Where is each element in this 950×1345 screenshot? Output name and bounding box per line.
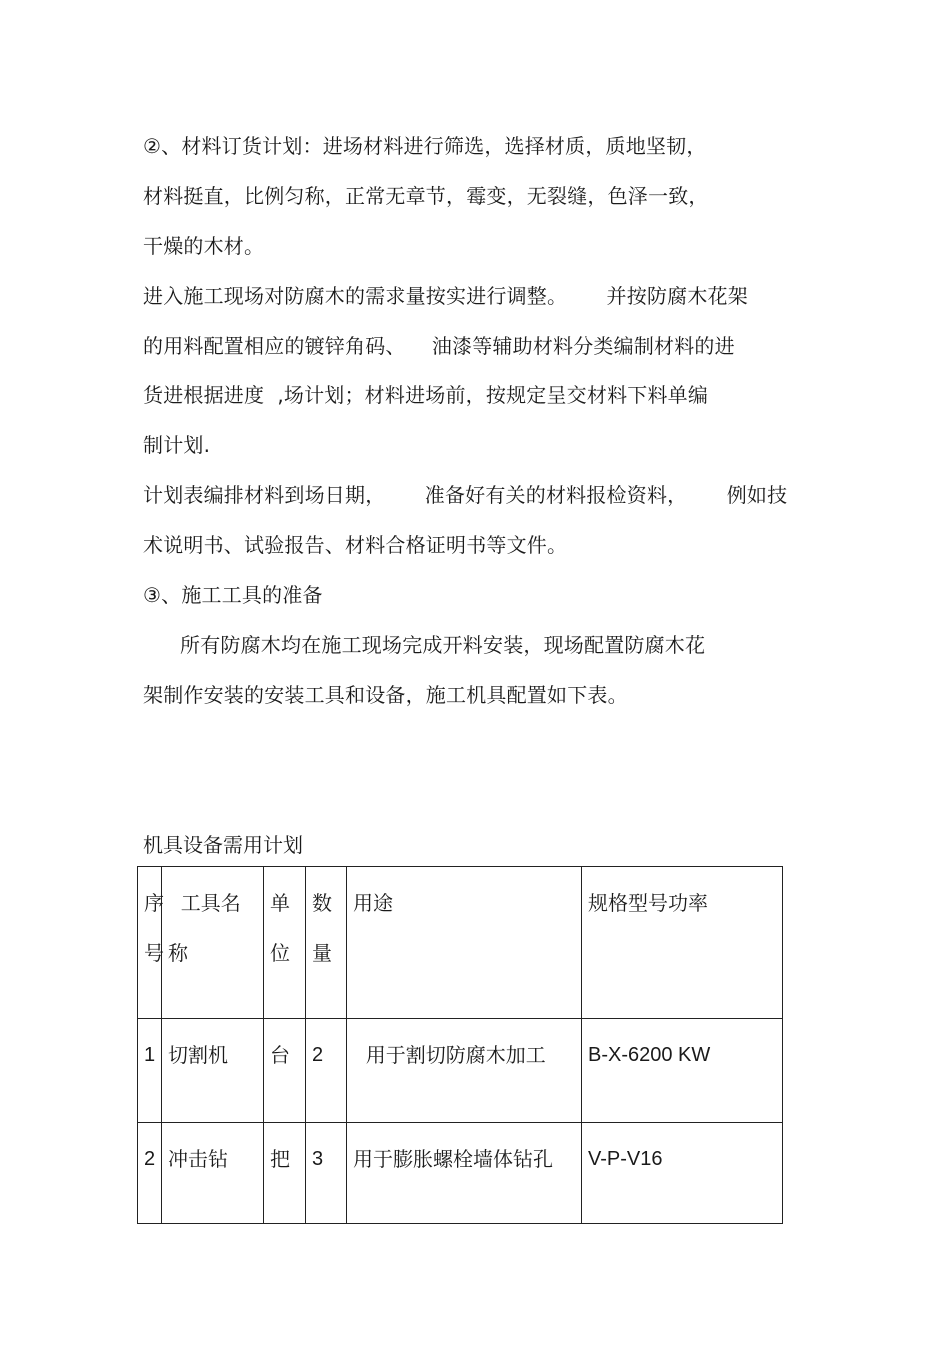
header-no: 序号 xyxy=(138,867,162,1019)
section-heading-tools: ③、施工工具的准备 xyxy=(143,583,323,607)
header-use: 用途 xyxy=(347,867,582,1019)
paragraph-line-11: 所有防腐木均在施工现场完成开料安装，现场配置防腐木花 xyxy=(180,633,706,657)
row-spec: V-P-V16 xyxy=(582,1123,783,1224)
row-qty: 3 xyxy=(306,1123,347,1224)
table-row xyxy=(138,1123,783,1224)
paragraph-line-7: 制计划. xyxy=(143,433,211,457)
table-header-row xyxy=(138,867,783,1019)
paragraph-line-1: ②、材料订货计划：进场材料进行筛选，选择材质，质地坚韧， xyxy=(143,134,707,158)
row-no: 2 xyxy=(138,1123,162,1224)
paragraph-line-5: 的用料配置相应的镀锌角码、 油漆等辅助材料分类编制材料的进 xyxy=(143,334,735,358)
row-unit: 台 xyxy=(264,1019,306,1123)
row-spec: B-X-6200 KW xyxy=(582,1019,783,1123)
row-qty: 2 xyxy=(306,1019,347,1123)
row-unit: 把 xyxy=(264,1123,306,1224)
row-name: 切割机 xyxy=(162,1019,264,1123)
paragraph-line-9: 术说明书、试验报告、材料合格证明书等文件。 xyxy=(143,533,568,557)
row-use: 用于割切防腐木加工 xyxy=(347,1019,582,1123)
header-spec: 规格型号功率 xyxy=(582,867,783,1019)
row-use: 用于膨胀螺栓墙体钻孔 xyxy=(347,1123,582,1224)
paragraph-line-12: 架制作安装的安装工具和设备，施工机具配置如下表。 xyxy=(143,683,628,707)
paragraph-line-8: 计划表编排材料到场日期， 准备好有关的材料报检资料， 例如技 xyxy=(143,483,788,507)
paragraph-line-6: 货进根据进度 ,场计划；材料进场前，按规定呈交材料下料单编 xyxy=(143,383,709,407)
table-caption: 机具设备需用计划 xyxy=(143,833,303,857)
header-unit: 单位 xyxy=(264,867,306,1019)
table-row xyxy=(138,1019,783,1123)
row-name: 冲击钻 xyxy=(162,1123,264,1224)
header-qty: 数量 xyxy=(306,867,347,1019)
row-no: 1 xyxy=(138,1019,162,1123)
equipment-table xyxy=(137,866,783,1224)
paragraph-line-4: 进入施工现场对防腐木的需求量按实进行调整。 并按防腐木花架 xyxy=(143,284,748,308)
header-name: 工具名称 xyxy=(162,867,264,1019)
paragraph-line-2: 材料挺直，比例匀称，正常无章节，霉变，无裂缝，色泽一致， xyxy=(143,184,709,208)
paragraph-line-3: 干燥的木材。 xyxy=(143,234,265,258)
